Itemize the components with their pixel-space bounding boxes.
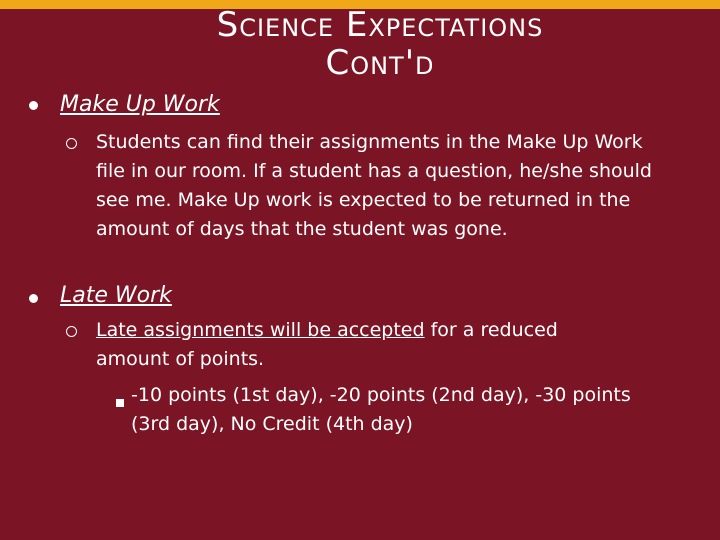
slide-title (100, 6, 660, 82)
late-work-description (96, 316, 636, 374)
make-up-work-description: Students can find their assignments in the Make Up Work file in our room. If a student has a question, he/she should see me. Make Up work is expected to be returned in the amount of days that the student was gone. (96, 131, 652, 240)
late-work-accepted-underlined: Late assignments will be accepted (96, 319, 425, 341)
bullet-circle-icon (66, 138, 77, 149)
section-heading-late-work: Late Work (60, 283, 172, 308)
bullet-square-icon (116, 399, 124, 407)
bullet-dot-icon (29, 294, 38, 303)
bullet-dot-icon (29, 101, 38, 110)
late-work-description-rest: for a reduced amount of points. (96, 319, 558, 370)
section-heading-make-up-work: Make Up Work (60, 92, 220, 117)
slide-title-line-1: Science Expectations (216, 5, 544, 45)
bullet-circle-icon (66, 326, 77, 337)
slide-title-line-2: Cont'd (325, 43, 435, 83)
late-work-penalty-schedule: -10 points (1st day), -20 points (2nd day), -30 points (3rd day), No Credit (4th day) (131, 384, 631, 435)
